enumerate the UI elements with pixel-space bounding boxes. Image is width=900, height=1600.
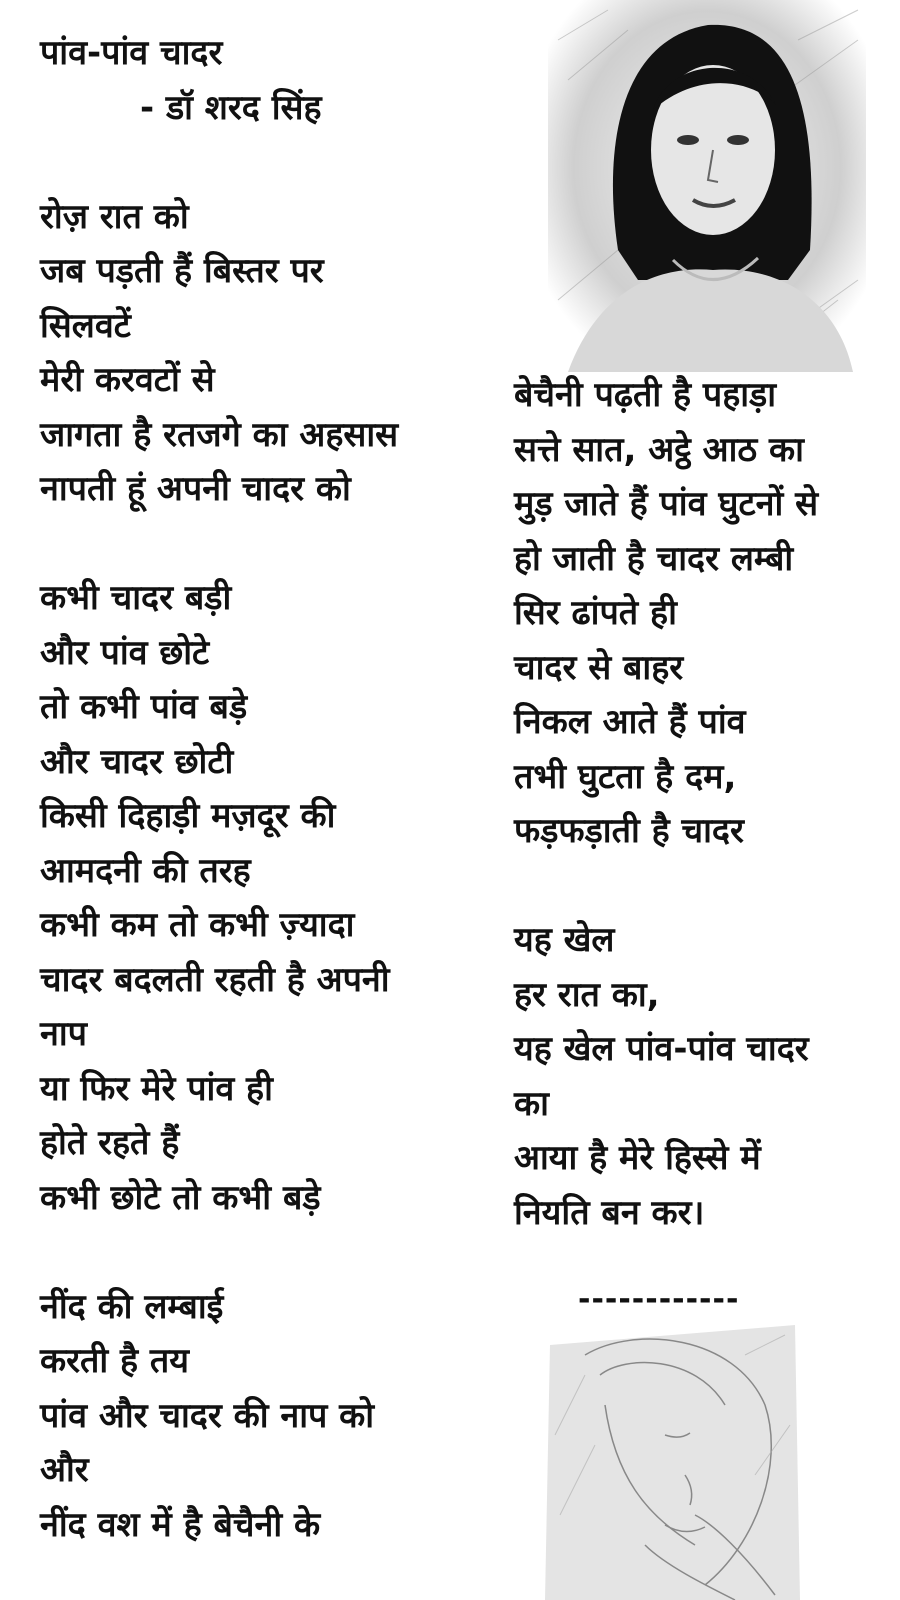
poem-line: निकल आते हैं पांव xyxy=(514,702,746,742)
poem-line: सिलवटें xyxy=(40,305,131,346)
poem-line: हो जाती है चादर लम्बी xyxy=(514,538,794,579)
poem-left-column xyxy=(40,26,398,1552)
poem-line: सिर ढांपते ही xyxy=(514,593,677,633)
poem-title: पांव-पांव चादर xyxy=(40,33,223,73)
poem-line: पांव और चादर की नाप को xyxy=(40,1395,375,1436)
poem-line: और चादर छोटी xyxy=(40,741,234,782)
poem-line xyxy=(514,859,818,914)
poem-line xyxy=(40,1225,398,1280)
poem-line: यह खेल xyxy=(514,920,615,960)
poem-line: मुड़ जाते हैं पांव घुटनों से xyxy=(514,484,819,524)
poem-line: होते रहते हैं xyxy=(40,1123,180,1163)
poem-line: आया है मेरे हिस्से में xyxy=(514,1138,761,1178)
poem-line: नापती हूं अपनी चादर को xyxy=(40,469,351,509)
poem-line: नींद की लम्बाई xyxy=(40,1286,224,1327)
poem-line: जब पड़ती हैं बिस्तर पर xyxy=(40,251,324,291)
poem-line xyxy=(40,517,398,572)
poem-line: कभी चादर बड़ी xyxy=(40,578,232,618)
divider-line: ------------ xyxy=(578,1282,740,1317)
poem-right-column xyxy=(514,368,818,1240)
poem-line: कभी कम तो कभी ज़्यादा xyxy=(40,905,355,945)
poem-line: मेरी करवटों से xyxy=(40,360,215,400)
poem-line: चादर बदलती रहती है अपनी xyxy=(40,959,390,1000)
poem-line: तो कभी पांव बड़े xyxy=(40,687,248,727)
poem-line: हर रात का, xyxy=(514,974,660,1015)
pencil-sketch-illustration xyxy=(545,1315,800,1600)
poem-author: - डॉ शरद सिंह xyxy=(140,87,322,128)
poem-line: रोज़ रात को xyxy=(40,196,189,237)
poem-line: का xyxy=(514,1083,549,1124)
poem-line: और पांव छोटे xyxy=(40,632,210,673)
poem-line: आमदनी की तरह xyxy=(40,850,251,891)
poem-line: नाप xyxy=(40,1014,87,1054)
poem-line: कभी छोटे तो कभी बड़े xyxy=(40,1177,321,1218)
author-portrait xyxy=(548,0,866,372)
poem-line: करती है तय xyxy=(40,1341,190,1381)
poem-line: या फिर मेरे पांव ही xyxy=(40,1068,273,1109)
poem-line: और xyxy=(40,1450,89,1490)
poem-line: सत्ते सात, अट्ठे आठ का xyxy=(514,429,804,470)
poem-line: यह खेल पांव-पांव चादर xyxy=(514,1029,809,1069)
poem-line: किसी दिहाड़ी मज़दूर की xyxy=(40,796,336,836)
poem-line: जागता है रतजगे का अहसास xyxy=(40,414,399,455)
poem-line: नियति बन कर। xyxy=(514,1192,705,1233)
poem-line: नींद वश में है बेचैनी के xyxy=(40,1504,321,1545)
poem-line: चादर से बाहर xyxy=(514,647,684,688)
poem-line: तभी घुटता है दम, xyxy=(514,756,737,797)
poem-line: फड़फड़ाती है चादर xyxy=(514,811,744,851)
poem-line xyxy=(40,135,398,190)
poem-line: बेचैनी पढ़ती है पहाड़ा xyxy=(514,375,777,415)
